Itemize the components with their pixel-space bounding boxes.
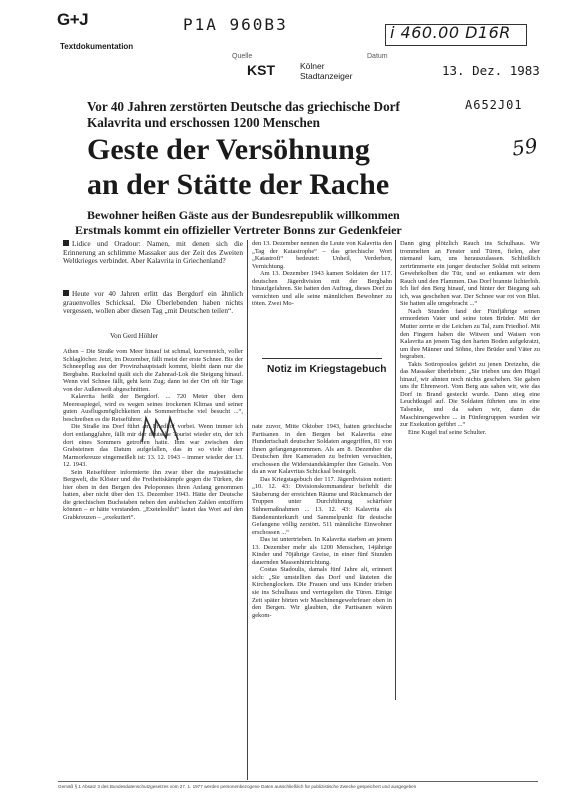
source-abbrev: KST [247, 62, 275, 78]
col3-paragraph: Dann ging plötzlich Rauch ins Schulhaus. Wir trommelten an Fenster und Türen, fielen, aber niemand kam, uns herauszulassen. Schließlich zertrümmerte ein junger deutscher Soldat mit seinem Gewehrkolben die Tür, und so entkamen wir dem Rauch und den Flammen. Das Dorf brannte lichterloh. Ich lief den Berg hinauf, und hinter der Biegung sah ich, was geschehen war. Der Schnee war rot von Blut. Sie hatten alle umgebracht ...“ [400, 240, 540, 308]
col3-paragraph: Eine Kugel traf seine Schulter. [408, 428, 487, 436]
datum-label: Datum [367, 53, 388, 60]
col2-paragraph: Am 13. Dezember 1943 kamen Soldaten der 117. deutschen Jägerdivision mit der Bergbahn hinaufgefahren. Sie hatten den Auftrag, dieses Dorf zu vernichten und alle seine männlichen Bewohner zu töten. Zwei Mo- [252, 270, 392, 308]
subtitle-line2: Erstmals kommt ein offizieller Vertreter Bonns zur Gedenkfeier [75, 223, 402, 237]
handwritten-code: i 460.00 D16R [390, 23, 511, 42]
logo-mark: G+J [57, 10, 89, 29]
col1-paragraph: Kalavrita heißt der Bergdorf. ... 720 Meter über dem Meeresspiegel, wird es wegen seines trockenen Klimas und seiner guten Ausflugsmöglichkeiten als Sommerfrische viel besucht ...“, beschreiben es die Reiseführer. [63, 393, 243, 423]
col1-paragraph: Sein Reiseführer informierte ihn zwar über die majestätische Bergwelt, die Klöster und die Freiheitskämpfe gegen die Türken, die hier oben in den Bergen des Peloponnes ihren Anfang genommen hatten, aber nicht über den 13. Dezember 1943. Hätte der Deutsche die griechischen Buchstaben neben den arabischen Zahlen entziffern können – er hätte verstanden. „Exeteleslthi“ lautet das Wort auf den Grabkreuzen – „exekutiert“. [63, 468, 243, 522]
col2-paragraph: Das Kriegstagebuch der 117. Jägerdivision notiert: „10. 12. 43: Divisionskommandeur befiehlt die Säuberung der erreichten Räume und Rückmarsch der Truppen unter Durchführung schärfster Sühnemaßnahmen ... 13. 12. 43: Kalavrita als Bandenunterkunft und Sammelpunkt für deutsche Gefangene völlig zerstört. 511 männliche Einwohner erschossen ...“ [252, 475, 392, 536]
code-stamp: P1A 960B3 [183, 15, 288, 34]
footer-legal-note: Gemäß § 1 Absatz 3 des Bundesdatenschutzgesetzes vom 27. 1. 1977 werden personenbezogene Daten ausschließlich für publizistische Zwecke gespeichert und ausgegeben [58, 784, 417, 789]
archive-code: A652J01 [465, 98, 523, 112]
kicker-line2: Kalavrita und erschossen 1200 Menschen [87, 115, 320, 130]
source-name-line2: Stadtanzeiger [300, 71, 353, 81]
column-rule [395, 240, 396, 700]
quelle-label: Quelle [232, 53, 253, 60]
col1-paragraph: Die Straße ins Dorf führt am Friedhof vorbei. Wenn immer ich dort entlanggfahre, fällt mir der deutsche Tourist wieder ein, der ich dort eines Sommers getroffen hatte. Ihm war zwischen den Grabsteinen das Datum aufgefallen, das in so viele dieser Marmorkreuze eingemeißelt ist: 13. 12. 1943 – immer wieder der 13. 12. 1943. [63, 423, 243, 469]
col2-paragraph: nate zuvor, Mitte Oktober 1943, hatten griechische Partisanen in den Bergen bei Kalavrita eine Hundertschaft deutscher Soldaten angegriffen, 81 von ihnen gefangengenommen. Als am 8. Dezember die Deutschen ihre Kameraden zu befreien versuchten, erschossen die Widerstandskämpfer ihre Geiseln. Von da an war Kalavritas Schicksal besiegelt. [252, 423, 392, 476]
headline-line1: Geste der Versöhnung [87, 133, 370, 166]
column-2-bottom [252, 423, 392, 619]
logo-subtitle: Textdokumentation [60, 42, 134, 51]
handwritten-scribble [138, 412, 182, 453]
col3-paragraph: Nach Stunden fand der Fünfjährige seinen ermordeten Vater und seine toten Brüder. Mit der Mutter zerrte er die Leichen zu Tal, zum Friedhof. Mit den Fingern haben die Witwen und Waisen von Kalavrita an jenem Tag den harten Boden aufgekratzt, um ihre Männer und Söhne, ihre Brüder und Väter zu begraben. [400, 307, 540, 361]
col2-paragraph: Costas Stadoulis, damals fünf Jahre alt, erinnert sich: „Sie umstellten das Dorf und läuteten die Kirchenglocken. Die Frauen und uns Kinder trieben sie ins Schulhaus und verriegelten die Türen. Einige Zeit später hörten wir Maschinengewehrfeuer oben in den Bergen. Wir glaubten, die Partisanen wären gekom- [252, 566, 392, 619]
col2-paragraph: den 13. Dezember nennen die Leute von Kalavrita den „Tag der Katastrophe“ – das griechische Wort „Katastrofi“ bedeutet: Unheil, Verderben, Vernichtung. [252, 240, 392, 270]
column-3 [400, 240, 540, 436]
bullet-square-icon [63, 290, 69, 296]
source-name-line1: Kölner [300, 61, 325, 71]
lead-text-1: Lidice und Oradour: Namen, mit denen sich die Erinnerung an schlimme Massaker aus der Zeit des Zweiten Weltkrieges verbindet. Aber Kalavrita in Griechenland? [63, 239, 243, 266]
notiz-heading: Notiz im Kriegstagebuch [267, 364, 387, 375]
column-2-top [252, 240, 392, 308]
headline-line2: an der Stätte der Rache [87, 168, 390, 201]
footer-rule [58, 781, 538, 782]
col2-paragraph: Das ist untertrieben. In Kalavrita starben an jenem 13. Dezember mehr als 1200 Menschen, 14jährige Kinder und 70jährige Greise, in einer fünf Stunden dauernden Massenhinrichtung. [252, 536, 392, 566]
kicker-line1: Vor 40 Jahren zerstörten Deutsche das griechische Dorf [87, 99, 400, 114]
publisher-logo [57, 11, 88, 29]
lead-text-2: Heute vor 40 Jahren erlitt das Bergdorf ein ähnlich grauenvolles Schicksal. Die Überlebenden haben nichts vergessen, wollen aber diesen Tag „mit Deutschen teilen“. [63, 289, 243, 316]
section-divider [262, 358, 382, 359]
col3-paragraph: Takis Sotiropoulos gehört zu jenen Dreizehn, die das Massaker überlebten: „Sie trieben uns den Hügel hinauf, wir ahnten noch nichts geschehen. Sie gaben uns ihr Ehrenwort. Vom Berg aus sahen wir, wie das Dorf in Brand gesteckt wurde. Dann stieg eine Leuchtkugel auf. Die Soldaten führten uns in eine Talsenke, und da sahen wir, dann die Maschinengewehre ... in Fünfergruppen wurden wir zur Exekution geführt ...“ [400, 360, 540, 429]
col1-paragraph: Athen – Die Straße vom Meer hinauf ist schmal, kurvenreich, voller Schlaglöcher. Jetzt, im Dezember, fällt meist der erste Schnee. Bis der Schneepflug aus der Provinzhauptstadt kommt, bleibt dann nur die Bergbahn. Ruckelnd quält sich die Zahnrad-Lok die Steigung hinauf. Wenn viel Schnee fällt, geht kein Zug; dann ist der Ort oft für Tage von der Außenwelt abgeschnitten. [63, 348, 243, 393]
subtitle-line1: Bewohner heißen Gäste aus der Bundesrepublik willkommen [87, 208, 400, 222]
byline: Von Gerd Höhler [110, 332, 159, 340]
date-stamp: 13. Dez. 1983 [442, 63, 540, 78]
margin-handwritten-mark: 59 [510, 133, 539, 161]
lead-paragraph-1 [63, 240, 243, 266]
column-rule [247, 240, 248, 780]
bullet-square-icon [63, 240, 69, 246]
lead-paragraph-2 [63, 290, 243, 316]
